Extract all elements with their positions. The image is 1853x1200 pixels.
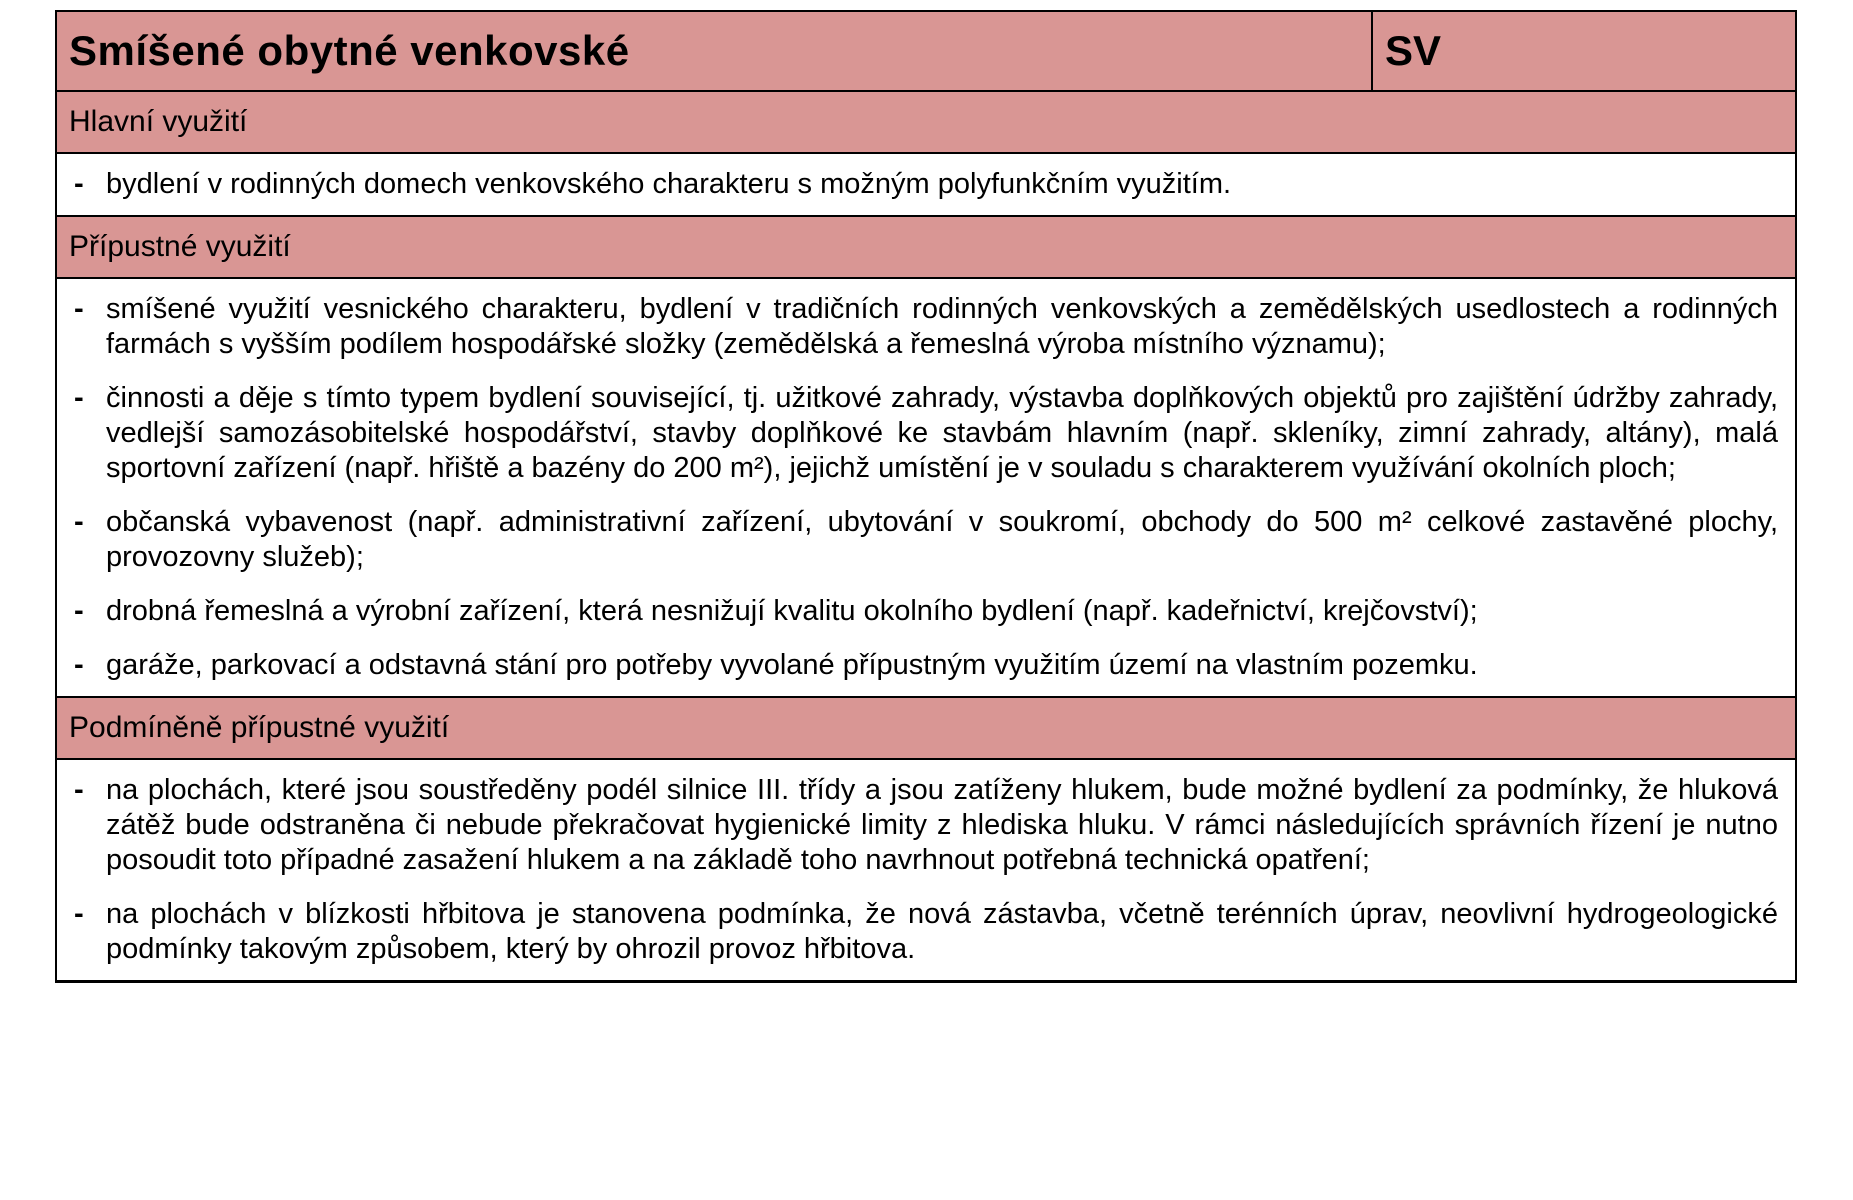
section-heading: Přípustné využití bbox=[57, 217, 1795, 279]
bullet-item bbox=[57, 594, 1795, 629]
section-heading: Hlavní využití bbox=[57, 92, 1795, 154]
bullet-item bbox=[57, 292, 1795, 362]
bullet-item bbox=[57, 505, 1795, 575]
bullet-dash: - bbox=[74, 774, 84, 806]
bullet-text: občanská vybavenost (např. administrativní zařízení, ubytování v soukromí, obchody do 500 m² celkové zastavěné plochy, provozovny služeb); bbox=[106, 506, 1778, 573]
bullet-item bbox=[57, 167, 1795, 202]
bullet-dash: - bbox=[74, 168, 84, 200]
zoning-regulation-table bbox=[55, 10, 1797, 983]
bullet-text: na plochách, které jsou soustředěny podél silnice III. třídy a jsou zatíženy hlukem, bude možné bydlení za podmínky, že hluková zátěž bude odstraněna či nebude překračovat hygienické limity z hlediska hluku. V rámci následujících správních řízení je nutno posoudit toto případné zasažení hlukem a na základě toho navrhnout potřebná technická opatření; bbox=[106, 774, 1778, 876]
bullet-dash: - bbox=[74, 382, 84, 414]
bullet-text: garáže, parkovací a odstavná stání pro potřeby vyvolané přípustným využitím území na vlastním pozemku. bbox=[106, 649, 1478, 681]
bullet-text: na plochách v blízkosti hřbitova je stanovena podmínka, že nová zástavba, včetně terénních úprav, neovlivní hydrogeologické podmínky takovým způsobem, který by ohrozil provoz hřbitova. bbox=[106, 898, 1778, 965]
bullet-dash: - bbox=[74, 898, 84, 930]
zone-code: SV bbox=[1385, 27, 1442, 74]
bullet-item bbox=[57, 381, 1795, 486]
table-title-row bbox=[57, 12, 1795, 92]
bullet-dash: - bbox=[74, 293, 84, 325]
zone-title: Smíšené obytné venkovské bbox=[57, 12, 1373, 90]
section-items bbox=[57, 279, 1795, 698]
bullet-text: bydlení v rodinných domech venkovského charakteru s možným polyfunkčním využitím. bbox=[106, 168, 1232, 200]
bullet-item bbox=[57, 897, 1795, 967]
bullet-dash: - bbox=[74, 649, 84, 681]
bullet-item bbox=[57, 773, 1795, 878]
bullet-text: činnosti a děje s tímto typem bydlení související, tj. užitkové zahrady, výstavba doplňkových objektů pro zajištění údržby zahrady, vedlejší samozásobitelské hospodářství, stavby doplňkové ke stavbám hlavním (např. skleníky, zimní zahrady, altány), malá sportovní zařízení (např. hřiště a bazény do 200 m²), jejichž umístění je v souladu s charakterem využívání okolních ploch; bbox=[106, 382, 1778, 484]
table-sections bbox=[57, 92, 1795, 980]
bullet-text: drobná řemeslná a výrobní zařízení, která nesnižují kvalitu okolního bydlení (např. kadeřnictví, krejčovství); bbox=[106, 595, 1478, 627]
bullet-text: smíšené využití vesnického charakteru, bydlení v tradičních rodinných venkovských a zemědělských usedlostech a rodinných farmách s vyšším podílem hospodářské složky (zemědělská a řemeslná výroba místního významu); bbox=[106, 293, 1778, 360]
bullet-item bbox=[57, 648, 1795, 683]
section-items bbox=[57, 154, 1795, 217]
bullet-dash: - bbox=[74, 595, 84, 627]
bullet-dash: - bbox=[74, 506, 84, 538]
section-heading: Podmíněně přípustné využití bbox=[57, 698, 1795, 760]
section-items bbox=[57, 760, 1795, 980]
